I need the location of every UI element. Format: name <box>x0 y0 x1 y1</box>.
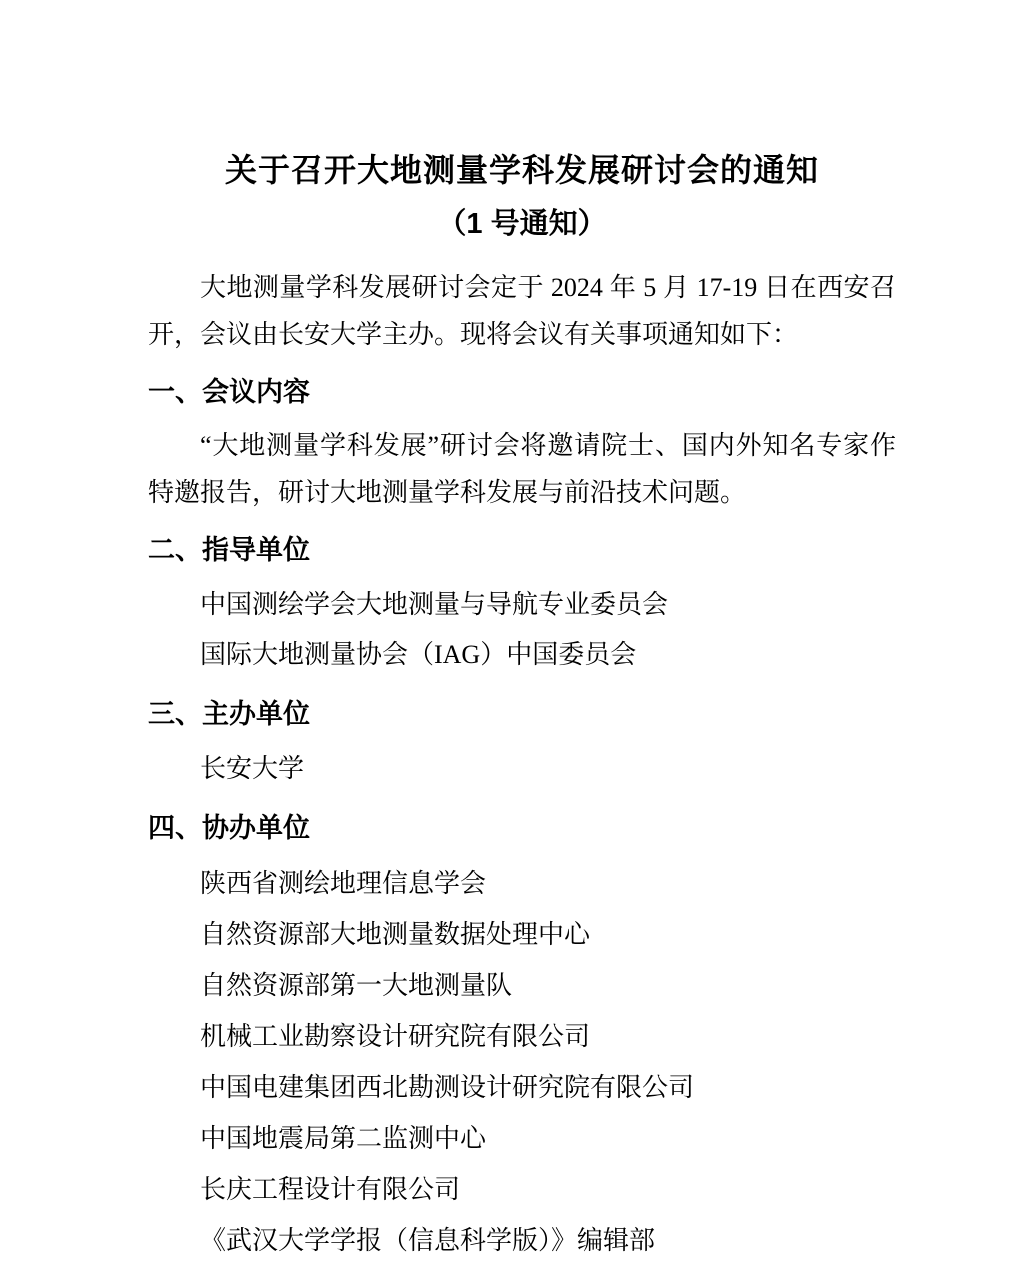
document-subtitle: （1 号通知） <box>437 208 607 240</box>
org-item: 中国地震局第二监测中心 <box>200 1124 487 1153</box>
org-item: 长庆工程设计有限公司 <box>200 1175 461 1204</box>
org-item: 陕西省测绘地理信息学会 <box>200 869 487 898</box>
org-item: 自然资源部大地测量数据处理中心 <box>200 920 591 949</box>
guiding-units-list <box>148 580 896 680</box>
co-organizers-list <box>148 858 896 1266</box>
intro-paragraph: 大地测量学科发展研讨会定于 2024 年 5 月 17-19 日在西安召开，会议由长安大学主办。现将会议有关事项通知如下： <box>148 273 896 349</box>
section-heading-meeting-content: 一、会议内容 <box>148 377 310 407</box>
meeting-content-paragraph: “大地测量学科发展”研讨会将邀请院士、国内外知名专家作特邀报告，研讨大地测量学科发展与前沿技术问题。 <box>148 431 896 507</box>
org-item: 《武汉大学学报（信息科学版）》编辑部 <box>200 1226 656 1255</box>
document-title: 关于召开大地测量学科发展研讨会的通知 <box>224 152 819 188</box>
org-item: 中国测绘学会大地测量与导航专业委员会 <box>200 590 669 619</box>
section-heading-co-organizers: 四、协办单位 <box>148 813 310 843</box>
org-item: 中国电建集团西北勘测设计研究院有限公司 <box>200 1073 695 1102</box>
org-item: 机械工业勘察设计研究院有限公司 <box>200 1022 591 1051</box>
org-item: 国际大地测量协会（IAG）中国委员会 <box>200 640 637 669</box>
org-item: 长安大学 <box>200 754 305 783</box>
host-unit-list <box>148 744 896 794</box>
org-item: 自然资源部第一大地测量队 <box>200 971 513 1000</box>
section-heading-host-unit: 三、主办单位 <box>148 699 310 729</box>
section-heading-guiding-units: 二、指导单位 <box>148 535 310 565</box>
